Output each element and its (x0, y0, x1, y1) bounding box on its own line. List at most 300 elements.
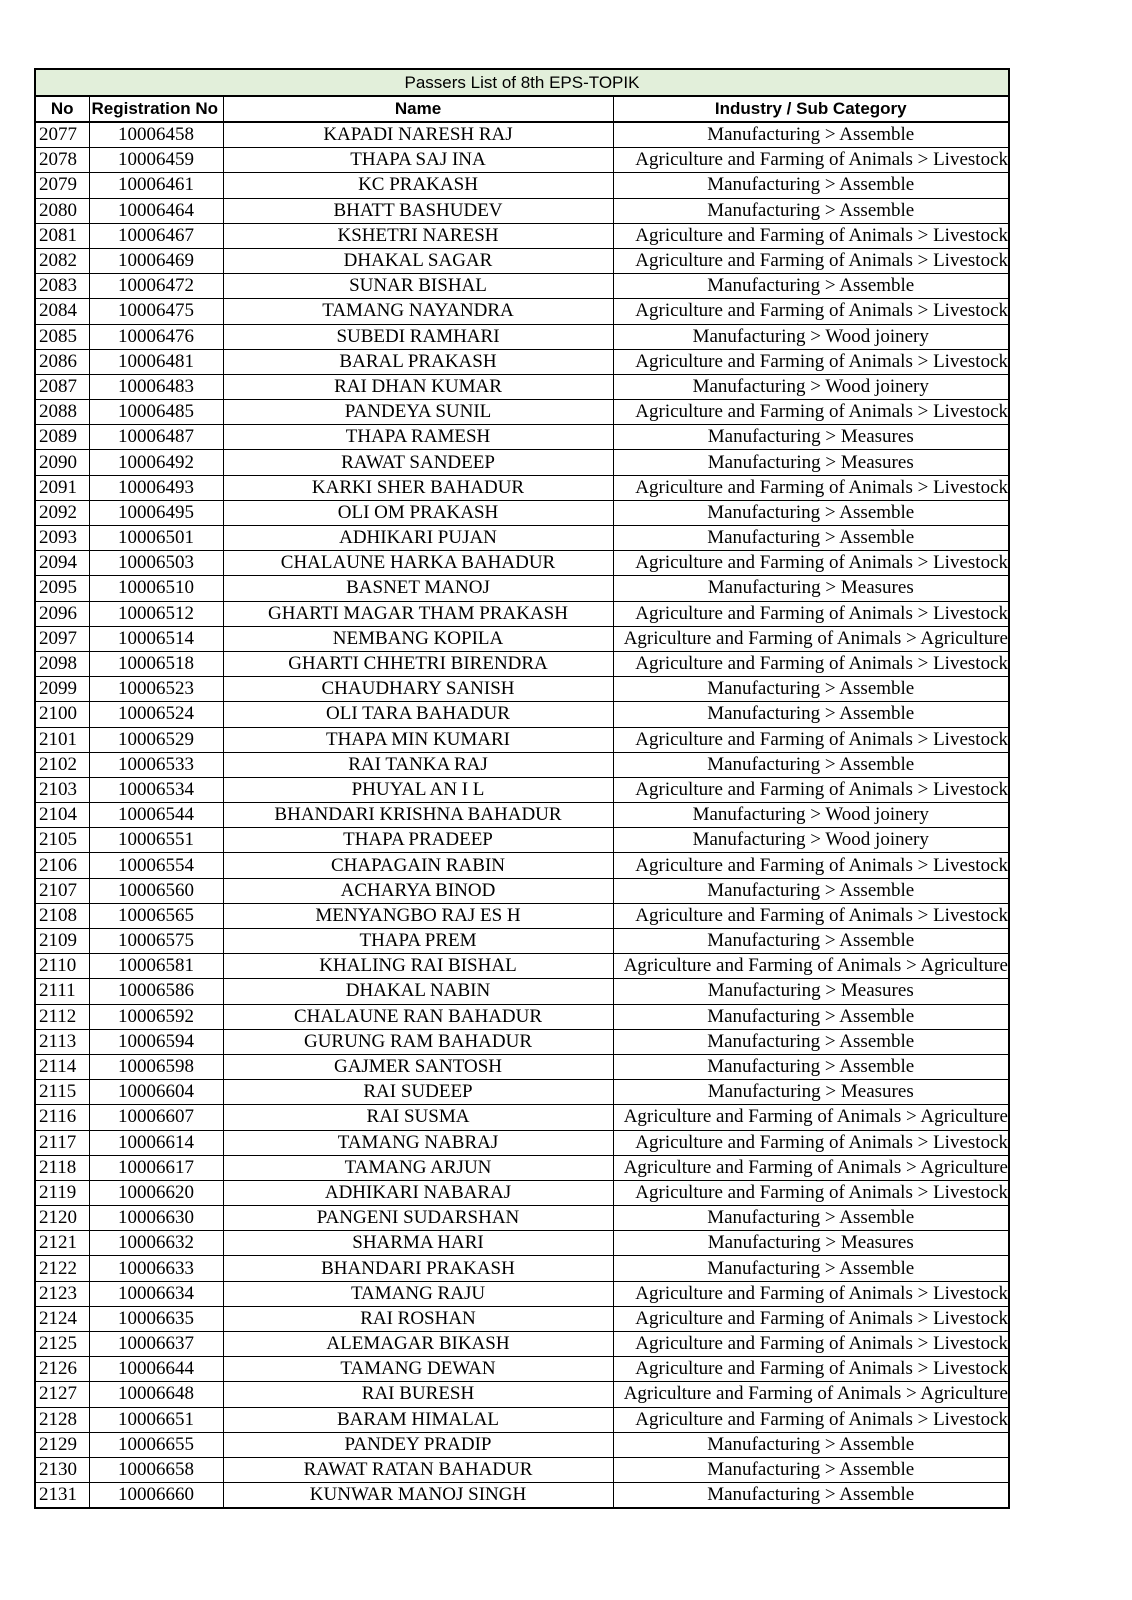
registration-number: 10006565 (89, 903, 223, 928)
industry-category: Manufacturing > Assemble (613, 1483, 1009, 1509)
industry-category: Manufacturing > Assemble (613, 752, 1009, 777)
passer-name: THAPA PRADEEP (223, 828, 613, 853)
registration-number: 10006493 (89, 475, 223, 500)
industry-text: Agriculture and Farming of Animals > Livestock (635, 602, 1008, 624)
row-number: 2114 (35, 1054, 89, 1079)
registration-number: 10006632 (89, 1231, 223, 1256)
industry-category: Manufacturing > Assemble (613, 1029, 1009, 1054)
industry-category: Manufacturing > Measures (613, 576, 1009, 601)
registration-number: 10006510 (89, 576, 223, 601)
table-row (35, 727, 1009, 752)
passer-name: TAMANG DEWAN (223, 1357, 613, 1382)
passer-name: CHALAUNE RAN BAHADUR (223, 1004, 613, 1029)
industry-category: Manufacturing > Assemble (613, 1054, 1009, 1079)
table-row (35, 1382, 1009, 1407)
registration-number: 10006514 (89, 626, 223, 651)
passer-name: KAPADI NARESH RAJ (223, 122, 613, 148)
passer-name: TAMANG NAYANDRA (223, 299, 613, 324)
passer-name: DHAKAL SAGAR (223, 248, 613, 273)
registration-number: 10006620 (89, 1180, 223, 1205)
industry-category: Manufacturing > Assemble (613, 500, 1009, 525)
passer-name: BARAM HIMALAL (223, 1407, 613, 1432)
industry-text: Agriculture and Farming of Animals > Livestock (635, 401, 1008, 423)
industry-text: Agriculture and Farming of Animals > Agriculture (623, 1156, 1008, 1178)
passer-name: ADHIKARI PUJAN (223, 526, 613, 551)
passer-name: SUNAR BISHAL (223, 274, 613, 299)
table-row (35, 1483, 1009, 1509)
registration-number: 10006481 (89, 349, 223, 374)
registration-number: 10006503 (89, 551, 223, 576)
row-number: 2118 (35, 1155, 89, 1180)
industry-text: Agriculture and Farming of Animals > Livestock (635, 1282, 1008, 1304)
row-number: 2088 (35, 400, 89, 425)
passer-name: PANDEY PRADIP (223, 1432, 613, 1457)
column-header-name: Name (223, 96, 613, 122)
table-row (35, 954, 1009, 979)
row-number: 2115 (35, 1080, 89, 1105)
registration-number: 10006487 (89, 425, 223, 450)
table-row (35, 349, 1009, 374)
industry-category (613, 651, 1009, 676)
registration-number: 10006544 (89, 803, 223, 828)
column-header-no: No (35, 96, 89, 122)
passer-name: KUNWAR MANOJ SINGH (223, 1483, 613, 1509)
passer-name: PANGENI SUDARSHAN (223, 1206, 613, 1231)
row-number: 2106 (35, 853, 89, 878)
row-number: 2100 (35, 702, 89, 727)
industry-text: Agriculture and Farming of Animals > Livestock (635, 1181, 1008, 1203)
table-row (35, 626, 1009, 651)
row-number: 2124 (35, 1306, 89, 1331)
industry-category: Manufacturing > Assemble (613, 526, 1009, 551)
registration-number: 10006598 (89, 1054, 223, 1079)
table-row (35, 929, 1009, 954)
registration-number: 10006483 (89, 374, 223, 399)
industry-text: Agriculture and Farming of Animals > Agriculture (623, 955, 1008, 977)
passer-name: GAJMER SANTOSH (223, 1054, 613, 1079)
industry-category: Manufacturing > Assemble (613, 173, 1009, 198)
row-number: 2084 (35, 299, 89, 324)
passer-name: GHARTI CHHETRI BIRENDRA (223, 651, 613, 676)
passers-table (34, 68, 1010, 1509)
row-number: 2112 (35, 1004, 89, 1029)
industry-text: Agriculture and Farming of Animals > Livestock (635, 1333, 1008, 1355)
passer-name: MENYANGBO RAJ ES H (223, 903, 613, 928)
row-number: 2095 (35, 576, 89, 601)
industry-text: Agriculture and Farming of Animals > Livestock (635, 1408, 1008, 1430)
registration-number: 10006459 (89, 148, 223, 173)
table-row (35, 324, 1009, 349)
passer-name: BASNET MANOJ (223, 576, 613, 601)
registration-number: 10006655 (89, 1432, 223, 1457)
industry-text: Agriculture and Farming of Animals > Livestock (635, 778, 1008, 800)
registration-number: 10006529 (89, 727, 223, 752)
row-number: 2094 (35, 551, 89, 576)
table-row (35, 777, 1009, 802)
table-row (35, 1457, 1009, 1482)
industry-category: Manufacturing > Assemble (613, 1432, 1009, 1457)
table-row (35, 1357, 1009, 1382)
industry-category (613, 1180, 1009, 1205)
table-row (35, 299, 1009, 324)
table-body (35, 122, 1009, 1508)
industry-category (613, 1306, 1009, 1331)
passer-name: OLI OM PRAKASH (223, 500, 613, 525)
table-row (35, 223, 1009, 248)
industry-category: Manufacturing > Assemble (613, 1206, 1009, 1231)
row-number: 2082 (35, 248, 89, 273)
industry-category: Manufacturing > Wood joinery (613, 324, 1009, 349)
registration-number: 10006476 (89, 324, 223, 349)
industry-category: Manufacturing > Assemble (613, 878, 1009, 903)
industry-category (613, 903, 1009, 928)
row-number: 2116 (35, 1105, 89, 1130)
passer-name: THAPA MIN KUMARI (223, 727, 613, 752)
industry-category (613, 601, 1009, 626)
industry-category: Manufacturing > Assemble (613, 198, 1009, 223)
table-row (35, 551, 1009, 576)
row-number: 2098 (35, 651, 89, 676)
industry-category (613, 148, 1009, 173)
passer-name: PHUYAL AN I L (223, 777, 613, 802)
passer-name: RAWAT RATAN BAHADUR (223, 1457, 613, 1482)
row-number: 2087 (35, 374, 89, 399)
row-number: 2119 (35, 1180, 89, 1205)
table-row (35, 828, 1009, 853)
passer-name: RAI TANKA RAJ (223, 752, 613, 777)
industry-category (613, 400, 1009, 425)
table-row (35, 601, 1009, 626)
passer-name: KSHETRI NARESH (223, 223, 613, 248)
registration-number: 10006581 (89, 954, 223, 979)
passer-name: OLI TARA BAHADUR (223, 702, 613, 727)
industry-category: Manufacturing > Measures (613, 450, 1009, 475)
registration-number: 10006512 (89, 601, 223, 626)
registration-number: 10006469 (89, 248, 223, 273)
industry-category: Manufacturing > Measures (613, 425, 1009, 450)
table-row (35, 1332, 1009, 1357)
table-row (35, 1306, 1009, 1331)
registration-number: 10006533 (89, 752, 223, 777)
table-row (35, 1004, 1009, 1029)
table-row (35, 576, 1009, 601)
table-row (35, 400, 1009, 425)
industry-category (613, 853, 1009, 878)
industry-category (613, 727, 1009, 752)
passer-name: BHANDARI KRISHNA BAHADUR (223, 803, 613, 828)
registration-number: 10006534 (89, 777, 223, 802)
registration-number: 10006461 (89, 173, 223, 198)
table-row (35, 1281, 1009, 1306)
table-title: Passers List of 8th EPS-TOPIK (35, 69, 1009, 96)
passer-name: BHATT BASHUDEV (223, 198, 613, 223)
registration-number: 10006464 (89, 198, 223, 223)
industry-text: Agriculture and Farming of Animals > Livestock (635, 904, 1008, 926)
industry-text: Agriculture and Farming of Animals > Livestock (635, 350, 1008, 372)
row-number: 2104 (35, 803, 89, 828)
industry-category: Manufacturing > Assemble (613, 1256, 1009, 1281)
table-row (35, 450, 1009, 475)
passer-name: RAI SUDEEP (223, 1080, 613, 1105)
registration-number: 10006551 (89, 828, 223, 853)
industry-category (613, 1357, 1009, 1382)
registration-number: 10006518 (89, 651, 223, 676)
row-number: 2090 (35, 450, 89, 475)
registration-number: 10006630 (89, 1206, 223, 1231)
passer-name: RAI DHAN KUMAR (223, 374, 613, 399)
registration-number: 10006458 (89, 122, 223, 148)
industry-text: Agriculture and Farming of Animals > Livestock (635, 300, 1008, 322)
table-row (35, 248, 1009, 273)
industry-category: Manufacturing > Assemble (613, 677, 1009, 702)
registration-number: 10006495 (89, 500, 223, 525)
table-row (35, 1080, 1009, 1105)
row-number: 2107 (35, 878, 89, 903)
table-row (35, 1105, 1009, 1130)
table-row (35, 1130, 1009, 1155)
row-number: 2078 (35, 148, 89, 173)
header-row (35, 96, 1009, 122)
industry-category: Manufacturing > Assemble (613, 122, 1009, 148)
passer-name: RAI ROSHAN (223, 1306, 613, 1331)
industry-category (613, 349, 1009, 374)
industry-category (613, 954, 1009, 979)
registration-number: 10006485 (89, 400, 223, 425)
registration-number: 10006648 (89, 1382, 223, 1407)
table-row (35, 173, 1009, 198)
passer-name: CHAPAGAIN RABIN (223, 853, 613, 878)
registration-number: 10006554 (89, 853, 223, 878)
column-header-industry: Industry / Sub Category (613, 96, 1009, 122)
industry-category (613, 551, 1009, 576)
industry-category: Manufacturing > Measures (613, 1231, 1009, 1256)
table-row (35, 651, 1009, 676)
table-row (35, 500, 1009, 525)
industry-text: Agriculture and Farming of Animals > Livestock (635, 224, 1008, 246)
industry-category: Manufacturing > Assemble (613, 274, 1009, 299)
row-number: 2105 (35, 828, 89, 853)
row-number: 2113 (35, 1029, 89, 1054)
row-number: 2102 (35, 752, 89, 777)
industry-category (613, 475, 1009, 500)
table-row (35, 1155, 1009, 1180)
row-number: 2085 (35, 324, 89, 349)
table-row (35, 677, 1009, 702)
row-number: 2077 (35, 122, 89, 148)
industry-category: Manufacturing > Wood joinery (613, 374, 1009, 399)
industry-category (613, 223, 1009, 248)
row-number: 2091 (35, 475, 89, 500)
row-number: 2120 (35, 1206, 89, 1231)
table-row (35, 526, 1009, 551)
passer-name: ACHARYA BINOD (223, 878, 613, 903)
table-row (35, 1407, 1009, 1432)
passer-name: DHAKAL NABIN (223, 979, 613, 1004)
industry-category: Manufacturing > Measures (613, 1080, 1009, 1105)
industry-text: Agriculture and Farming of Animals > Livestock (635, 1307, 1008, 1329)
row-number: 2117 (35, 1130, 89, 1155)
table-row (35, 752, 1009, 777)
passer-name: TAMANG ARJUN (223, 1155, 613, 1180)
industry-text: Agriculture and Farming of Animals > Livestock (635, 854, 1008, 876)
row-number: 2093 (35, 526, 89, 551)
row-number: 2126 (35, 1357, 89, 1382)
table-row (35, 702, 1009, 727)
registration-number: 10006607 (89, 1105, 223, 1130)
table-row (35, 853, 1009, 878)
passer-name: TAMANG RAJU (223, 1281, 613, 1306)
industry-text: Agriculture and Farming of Animals > Agriculture (623, 1106, 1008, 1128)
passer-name: RAI SUSMA (223, 1105, 613, 1130)
table-row (35, 1029, 1009, 1054)
table-row (35, 1054, 1009, 1079)
table-row (35, 803, 1009, 828)
industry-category: Manufacturing > Measures (613, 979, 1009, 1004)
passer-name: KHALING RAI BISHAL (223, 954, 613, 979)
industry-category (613, 1407, 1009, 1432)
table-row (35, 122, 1009, 148)
passer-name: NEMBANG KOPILA (223, 626, 613, 651)
registration-number: 10006651 (89, 1407, 223, 1432)
registration-number: 10006492 (89, 450, 223, 475)
row-number: 2103 (35, 777, 89, 802)
industry-category (613, 1105, 1009, 1130)
industry-category: Manufacturing > Wood joinery (613, 828, 1009, 853)
passer-name: KC PRAKASH (223, 173, 613, 198)
row-number: 2123 (35, 1281, 89, 1306)
passer-name: BARAL PRAKASH (223, 349, 613, 374)
industry-text: Agriculture and Farming of Animals > Livestock (635, 476, 1008, 498)
industry-text: Agriculture and Farming of Animals > Livestock (635, 250, 1008, 272)
industry-category (613, 1130, 1009, 1155)
passer-name: CHAUDHARY SANISH (223, 677, 613, 702)
registration-number: 10006604 (89, 1080, 223, 1105)
industry-text: Agriculture and Farming of Animals > Agriculture (623, 1383, 1008, 1405)
passer-name: TAMANG NABRAJ (223, 1130, 613, 1155)
industry-category (613, 248, 1009, 273)
registration-number: 10006634 (89, 1281, 223, 1306)
table-row (35, 148, 1009, 173)
table-row (35, 878, 1009, 903)
passer-name: RAWAT SANDEEP (223, 450, 613, 475)
table-row (35, 979, 1009, 1004)
industry-text: Agriculture and Farming of Animals > Livestock (635, 1131, 1008, 1153)
registration-number: 10006617 (89, 1155, 223, 1180)
passer-name: SUBEDI RAMHARI (223, 324, 613, 349)
row-number: 2128 (35, 1407, 89, 1432)
row-number: 2125 (35, 1332, 89, 1357)
table-row (35, 903, 1009, 928)
row-number: 2099 (35, 677, 89, 702)
row-number: 2129 (35, 1432, 89, 1457)
registration-number: 10006614 (89, 1130, 223, 1155)
registration-number: 10006501 (89, 526, 223, 551)
row-number: 2096 (35, 601, 89, 626)
registration-number: 10006467 (89, 223, 223, 248)
row-number: 2086 (35, 349, 89, 374)
table-row (35, 1206, 1009, 1231)
passer-name: GURUNG RAM BAHADUR (223, 1029, 613, 1054)
industry-text: Agriculture and Farming of Animals > Livestock (635, 728, 1008, 750)
table-row (35, 475, 1009, 500)
row-number: 2131 (35, 1483, 89, 1509)
registration-number: 10006592 (89, 1004, 223, 1029)
passer-name: KARKI SHER BAHADUR (223, 475, 613, 500)
industry-category: Manufacturing > Assemble (613, 1457, 1009, 1482)
row-number: 2080 (35, 198, 89, 223)
row-number: 2130 (35, 1457, 89, 1482)
industry-category: Manufacturing > Assemble (613, 929, 1009, 954)
industry-text: Agriculture and Farming of Animals > Livestock (635, 1358, 1008, 1380)
row-number: 2110 (35, 954, 89, 979)
registration-number: 10006635 (89, 1306, 223, 1331)
table-row (35, 1432, 1009, 1457)
row-number: 2109 (35, 929, 89, 954)
title-row (35, 69, 1009, 96)
registration-number: 10006644 (89, 1357, 223, 1382)
row-number: 2083 (35, 274, 89, 299)
passer-name: THAPA PREM (223, 929, 613, 954)
passer-name: ADHIKARI NABARAJ (223, 1180, 613, 1205)
industry-category (613, 299, 1009, 324)
industry-category: Manufacturing > Assemble (613, 1004, 1009, 1029)
table-row (35, 374, 1009, 399)
registration-number: 10006586 (89, 979, 223, 1004)
industry-category (613, 626, 1009, 651)
industry-text: Agriculture and Farming of Animals > Agriculture (623, 627, 1008, 649)
industry-text: Agriculture and Farming of Animals > Livestock (635, 552, 1008, 574)
registration-number: 10006594 (89, 1029, 223, 1054)
industry-category (613, 1281, 1009, 1306)
registration-number: 10006637 (89, 1332, 223, 1357)
row-number: 2079 (35, 173, 89, 198)
registration-number: 10006472 (89, 274, 223, 299)
passer-name: RAI BURESH (223, 1382, 613, 1407)
row-number: 2122 (35, 1256, 89, 1281)
table-row (35, 1231, 1009, 1256)
industry-category: Manufacturing > Assemble (613, 702, 1009, 727)
passer-name: SHARMA HARI (223, 1231, 613, 1256)
registration-number: 10006524 (89, 702, 223, 727)
row-number: 2108 (35, 903, 89, 928)
passer-name: PANDEYA SUNIL (223, 400, 613, 425)
registration-number: 10006560 (89, 878, 223, 903)
table-row (35, 425, 1009, 450)
passer-name: BHANDARI PRAKASH (223, 1256, 613, 1281)
industry-category (613, 777, 1009, 802)
row-number: 2097 (35, 626, 89, 651)
row-number: 2081 (35, 223, 89, 248)
row-number: 2121 (35, 1231, 89, 1256)
column-header-registration: Registration No (89, 96, 223, 122)
registration-number: 10006523 (89, 677, 223, 702)
row-number: 2127 (35, 1382, 89, 1407)
passer-name: ALEMAGAR BIKASH (223, 1332, 613, 1357)
row-number: 2092 (35, 500, 89, 525)
industry-text: Agriculture and Farming of Animals > Livestock (635, 149, 1008, 171)
row-number: 2089 (35, 425, 89, 450)
passer-name: THAPA RAMESH (223, 425, 613, 450)
table-row (35, 274, 1009, 299)
industry-category (613, 1155, 1009, 1180)
industry-category (613, 1332, 1009, 1357)
table-row (35, 1256, 1009, 1281)
passer-name: THAPA SAJ INA (223, 148, 613, 173)
registration-number: 10006475 (89, 299, 223, 324)
passer-name: GHARTI MAGAR THAM PRAKASH (223, 601, 613, 626)
industry-text: Agriculture and Farming of Animals > Livestock (635, 653, 1008, 675)
row-number: 2101 (35, 727, 89, 752)
